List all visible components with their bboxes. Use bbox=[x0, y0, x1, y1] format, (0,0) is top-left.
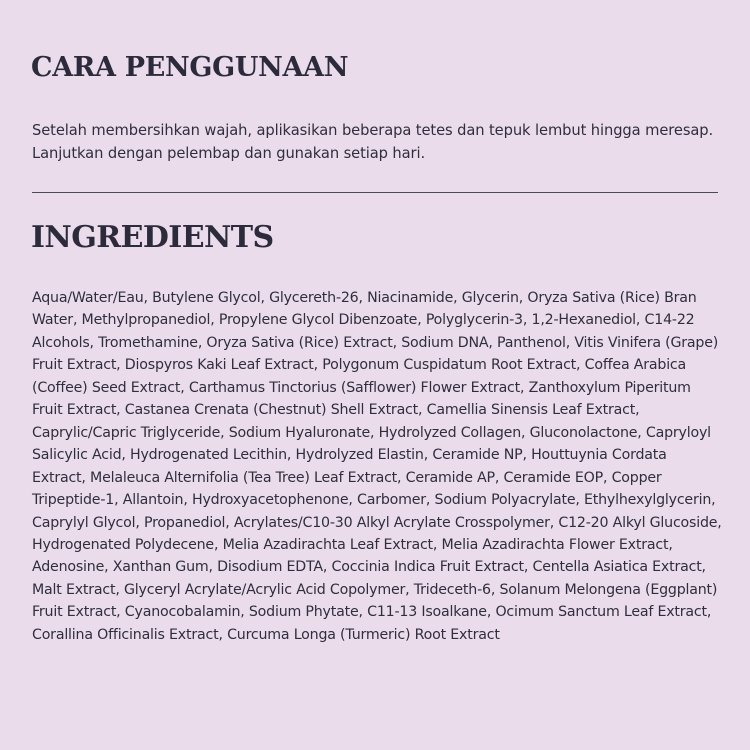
section-divider bbox=[32, 192, 718, 193]
ingredients-list: Aqua/Water/Eau, Butylene Glycol, Glycereth-26, Niacinamide, Glycerin, Oryza Sativa (Rice) Bran Water, Methylpropanediol, Propylene Glycol Dibenzoate, Polyglycerin-3, 1,2-Hexanediol, C14-22 Alcohols, Tromethamine, Oryza Sativa (Rice) Extract, Sodium DNA, Panthenol, Vitis Vinifera (Grape) Fruit Extract, Diospyros Kaki Leaf Extract, Polygonum Cuspidatum Root Extract, Coffea Arabica (Coffee) Seed Extract, Carthamus Tinctorius (Safflower) Flower Extract, Zanthoxylum Piperitum Fruit Extract, Castanea Crenata (Chestnut) Shell Extract, Camellia Sinensis Leaf Extract, Caprylic/Capric Triglyceride, Sodium Hyaluronate, Hydrolyzed Collagen, Gluconolactone, Capryloyl Salicylic Acid, Hydrogenated Lecithin, Hydrolyzed Elastin, Ceramide NP, Houttuynia Cordata Extract, Melaleuca Alternifolia (Tea Tree) Leaf Extract, Ceramide AP, Ceramide EOP, Copper Tripeptide-1, Allantoin, Hydroxyacetophenone, Carbomer, Sodium Polyacrylate, Ethylhexylglycerin, Caprylyl Glycol, Propanediol, Acrylates/C10-30 Alkyl Acrylate Crosspolymer, C12-20 Alkyl Glucoside, Hydrogenated Polydecene, Melia Azadirachta Leaf Extract, Melia Azadirachta Flower Extract, Adenosine, Xanthan Gum, Disodium EDTA, Coccinia Indica Fruit Extract, Centella Asiatica Extract, Malt Extract, Glyceryl Acrylate/Acrylic Acid Copolymer, Trideceth-6, Solanum Melongena (Eggplant) Fruit Extract, Cyanocobalamin, Sodium Phytate, C11-13 Isoalkane, Ocimum Sanctum Leaf Extract, Corallina Officinalis Extract, Curcuma Longa (Turmeric) Root Extract bbox=[32, 290, 722, 643]
usage-heading: CARA PENGGUNAAN bbox=[31, 52, 349, 83]
usage-instructions: Setelah membersihkan wajah, aplikasikan beberapa tetes dan tepuk lembut hingga meresap. Lanjutkan dengan pelembap dan gunakan setiap hari. bbox=[32, 122, 714, 162]
ingredients-heading: INGREDIENTS bbox=[31, 220, 274, 255]
